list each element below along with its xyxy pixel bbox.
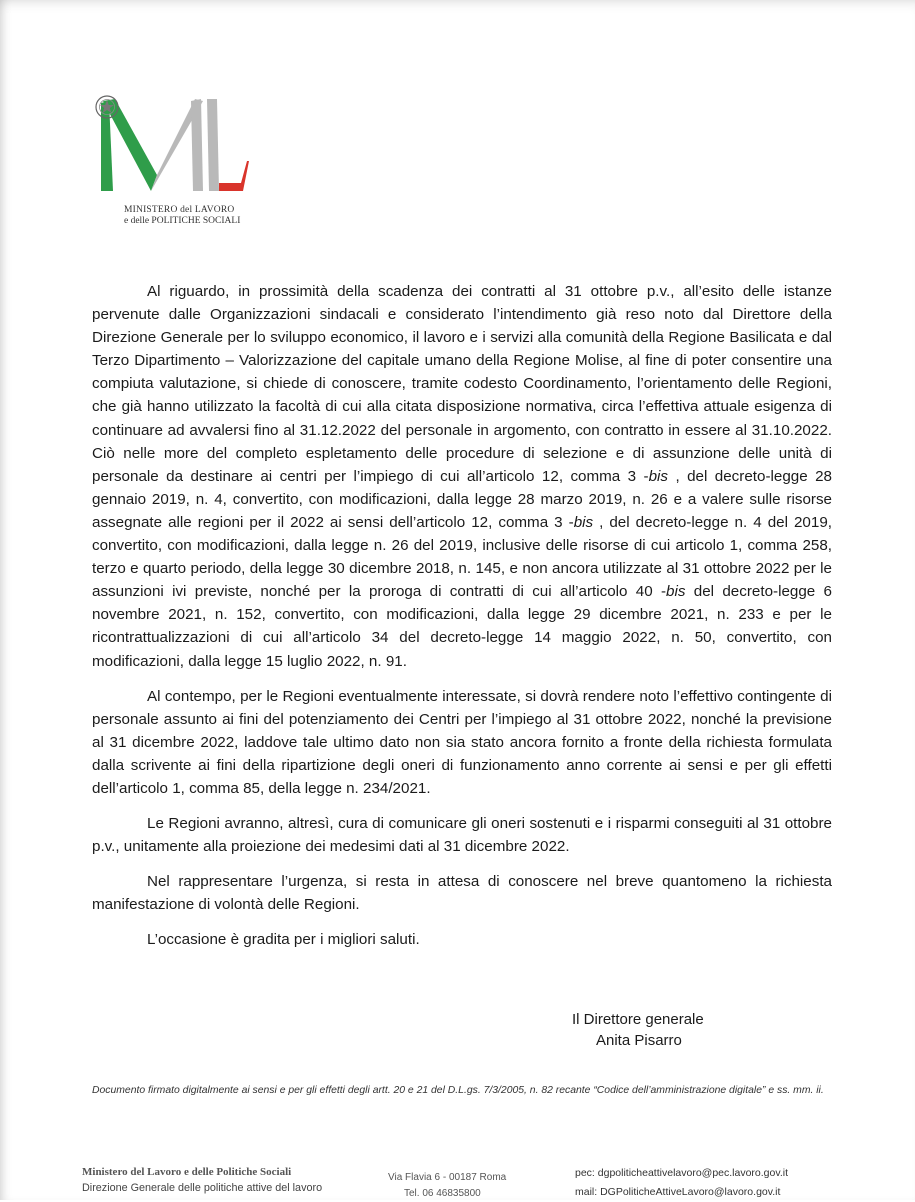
paragraph-1-part-c: , del decreto-legge n. 4 del 2019, convertito, con modificazioni, dalla legge n. 26 del 2019, inclusive delle risorse di cui articolo 1, comma 258, terzo e quarto periodo, della legge 30 dicembre 2018, n. 145, e non ancora utilizzate al 31 ottobre 2022 per le assunzioni ivi previste, nonché per la proroga di contratti di cui all’articolo 40 - <box>92 513 832 601</box>
footer-phone: Tel. 06 46835800 <box>404 1188 481 1199</box>
page-footer <box>0 1158 915 1200</box>
paragraph-2: Al contempo, per le Regioni eventualmente interessate, si dovrà rendere noto l’effettivo contingente di personale assunto ai fini del potenziamento dei Centri per l’impiego al 31 ottobre 2022, nonché la previsione al 31 dicembre 2022, laddove tale ultimo dato non sia stato ancora fornito a fronte della richiesta formulata dalla scrivente ai fini della ripartizione degli oneri di funzionamento anno corrente ai sensi e per gli effetti dell’articolo 1, comma 85, della legge n. 234/2021. <box>92 687 832 797</box>
ministry-logo <box>95 95 255 230</box>
paragraph-4: Nel rappresentare l’urgenza, si resta in attesa di conoscere nel breve quantomeno la richiesta manifestazione di volontà delle Regioni. <box>92 873 832 914</box>
footer-address-block <box>388 1170 506 1202</box>
signatory-role: Il Direttore generale <box>572 1011 704 1028</box>
bis-2: bis <box>573 513 594 531</box>
paragraph-3: Le Regioni avranno, altresì, cura di comunicare gli oneri sostenuti e i risparmi conseguiti al 31 ottobre p.v., unitamente alla proiezione dei medesimi dati al 31 dicembre 2022. <box>92 815 832 856</box>
paragraph-1-part-b: , del decreto-legge 28 gennaio 2019, n. 4, convertito, con modificazioni, dalla legge 28 marzo 2019, n. 26 e a valere sulle risorse assegnate alle regioni per il 2022 ai sensi dell’articolo 12, comma 3 - <box>92 467 832 531</box>
bis-1: bis <box>648 467 669 485</box>
paragraph-5: L’occasione è gradita per i migliori saluti. <box>147 931 420 949</box>
paragraph-1-part-d: del decreto-legge 6 novembre 2021, n. 152, convertito, con modificazioni, dalla legge 29 dicembre 2021, n. 233 e per le ricontrattualizzazioni di cui all’articolo 34 del decreto-legge 14 maggio 2022, n. 50, convertito, con modificazioni, dalla legge 15 luglio 2022, n. 91. <box>92 583 832 670</box>
ministry-name-line1: MINISTERO del LAVORO <box>124 205 235 215</box>
footer-organization <box>82 1164 322 1196</box>
italian-emblem-icon <box>95 95 119 119</box>
digital-signature-disclaimer: Documento firmato digitalmente ai sensi e per gli effetti degli artt. 20 e 21 del D.L.gs. 7/3/2005, n. 82 recante “Codice dell’amministrazione digitale” e ss. mm. ii. <box>92 1085 824 1096</box>
ml-monogram-icon <box>95 95 255 195</box>
footer-address: Via Flavia 6 - 00187 Roma <box>388 1172 507 1183</box>
footer-org-name: Ministero del Lavoro e delle Politiche Sociali <box>82 1166 292 1178</box>
footer-contacts <box>575 1164 788 1202</box>
paragraph-1-part-a: Al riguardo, in prossimità della scadenza dei contratti al 31 ottobre p.v., all’esito delle istanze pervenute dalle Organizzazioni sindacali e considerato l’intendimento già reso noto dal Direttore della Direzione Generale per lo sviluppo economico, il lavoro e i servizi alla comunità della Regione Basilicata e dal Terzo Dipartimento – Valorizzazione del capitale umano della Regione Molise, al fine di poter consentire una compiuta valutazione, si chiede di conoscere, tramite codesto Coordinamento, l’orientamento delle Regioni, che già hanno utilizzato la facoltà di cui alla citata disposizione normativa, circa l’effettiva attuale esigenza di continuare ad avvalersi fino al 31.12.2022 del personale in argomento, con contratto in essere al 31.10.2022. Ciò nelle more del completo espletamento delle procedure di selezione e di assunzione delle unità di personale da destinare ai centri per l’impiego di cui all’articolo 12, comma 3 - <box>92 283 832 485</box>
letter-body <box>92 280 832 952</box>
footer-mail[interactable]: mail: DGPoliticheAttiveLavoro@lavoro.gov.it <box>575 1186 781 1198</box>
signature-block <box>572 1009 704 1051</box>
bis-3: bis <box>666 583 686 601</box>
paragraph-1 <box>92 280 832 673</box>
ministry-name <box>124 205 240 226</box>
ministry-name-line2: e delle POLITICHE SOCIALI <box>124 215 241 226</box>
footer-pec[interactable]: pec: dgpoliticheattivelavoro@pec.lavoro.gov.it <box>575 1167 788 1179</box>
signatory-name: Anita Pisarro <box>596 1032 682 1049</box>
footer-direction: Direzione Generale delle politiche attive del lavoro <box>82 1182 323 1194</box>
